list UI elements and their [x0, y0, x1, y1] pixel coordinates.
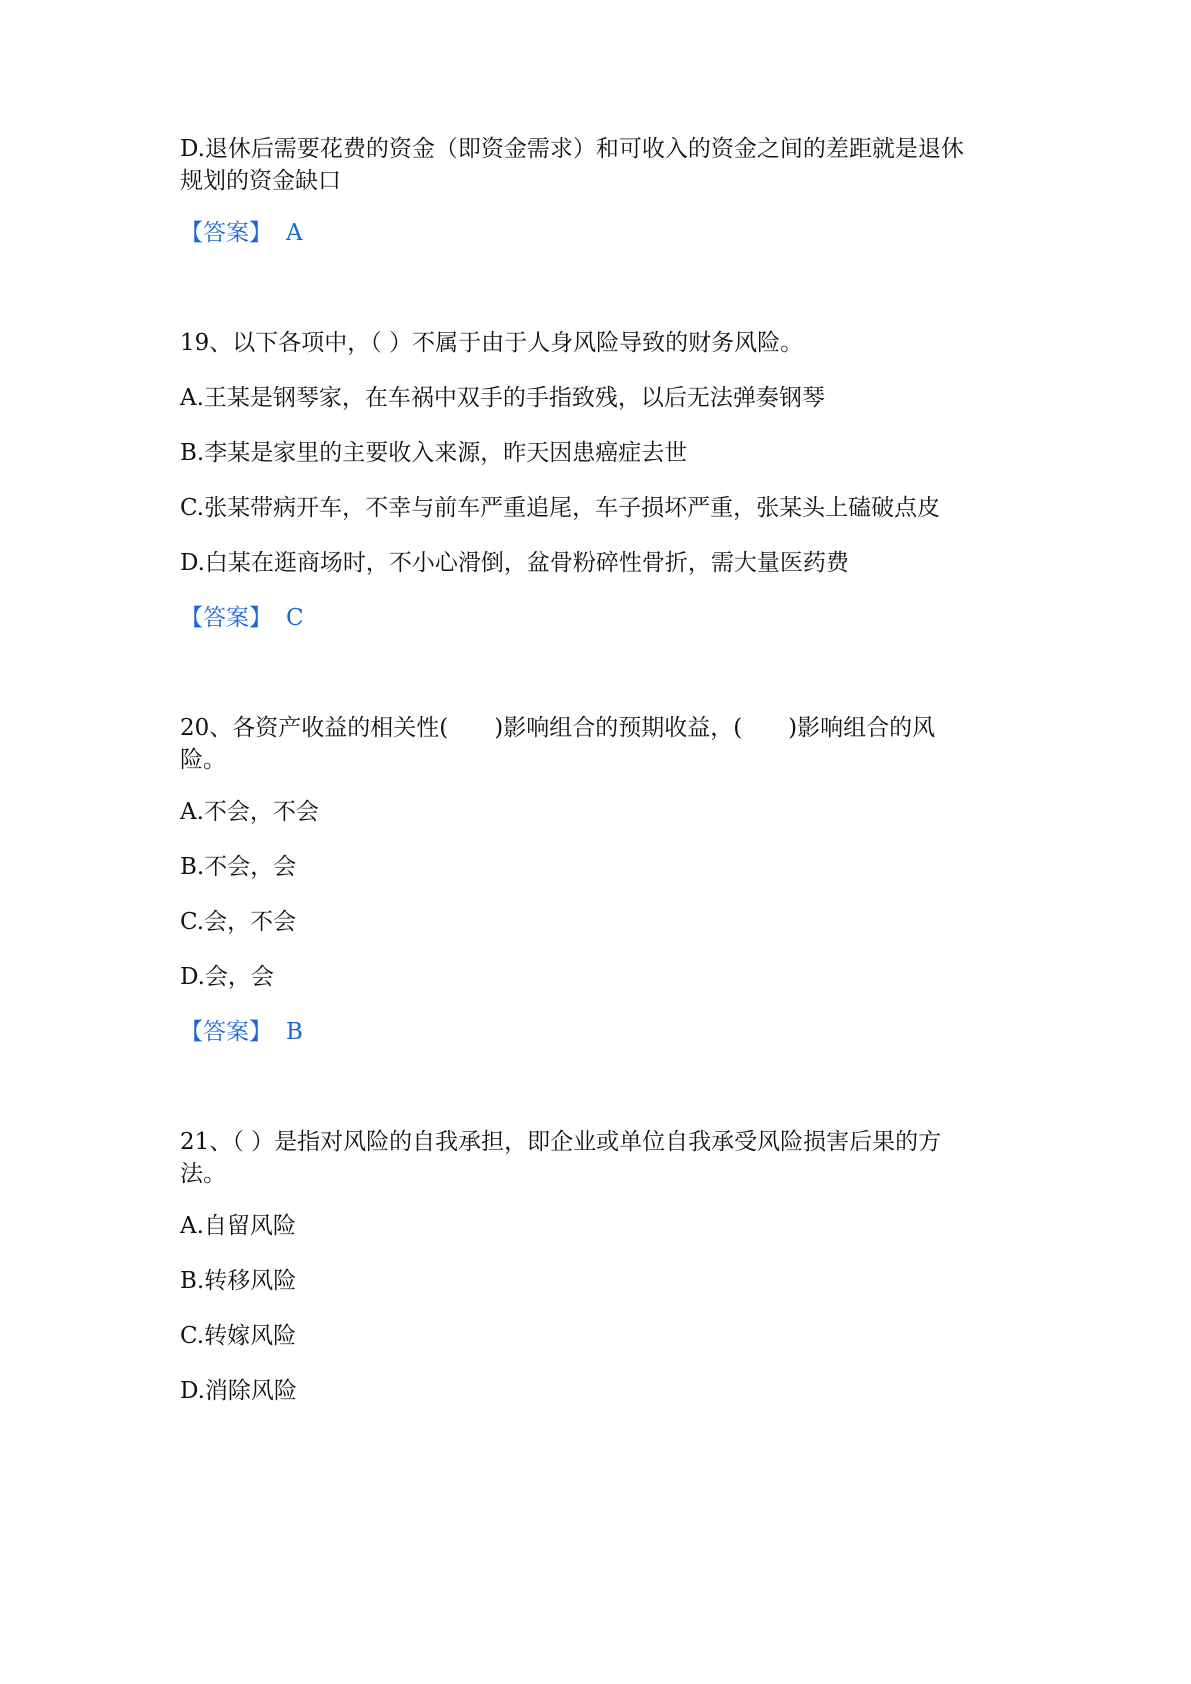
q21-option-c: C.转嫁风险: [180, 1323, 297, 1349]
q20-option-d: D.会，会: [180, 964, 274, 990]
q19-option-b: B.李某是家里的主要收入来源，昨天因患癌症去世: [180, 440, 688, 466]
q21-option-d: D.消除风险: [180, 1378, 297, 1404]
q18-option-d-line1: D.退休后需要花费的资金（即资金需求）和可收入的资金之间的差距就是退休: [180, 136, 964, 162]
q19-answer: [180, 601, 1010, 635]
q20-answer: [180, 1015, 1010, 1049]
q21-question-line1: 21、（ ）是指对风险的自我承担，即企业或单位自我承受风险损害后果的方: [180, 1129, 942, 1155]
q18-answer-label: 【答案】: [180, 220, 272, 246]
q19-option-a: A.王某是钢琴家，在车祸中双手的手指致残，以后无法弹奏钢琴: [180, 385, 825, 411]
q20-question-line2: 险。: [180, 747, 226, 773]
q20-question-line1: 20、各资产收益的相关性( )影响组合的预期收益，( )影响组合的风: [180, 715, 936, 741]
q20-answer-label: 【答案】: [180, 1019, 272, 1045]
q21-option-a: A.自留风险: [180, 1213, 296, 1239]
q20-option-b: B.不会，会: [180, 854, 297, 880]
q20-answer-value: B: [286, 1019, 303, 1045]
q21-option-b: B.转移风险: [180, 1268, 297, 1294]
q18-answer: [180, 216, 1010, 250]
q18-option-d-line2: 规划的资金缺口: [180, 168, 341, 194]
q18-answer-value: A: [286, 220, 303, 246]
q20-option-c: C.会，不会: [180, 909, 297, 935]
q19-answer-value: C: [286, 605, 304, 631]
q20-option-a: A.不会，不会: [180, 799, 319, 825]
q19-option-d: D.白某在逛商场时，不小心滑倒，盆骨粉碎性骨折，需大量医药费: [180, 550, 849, 576]
q19-question: 19、以下各项中，（ ）不属于由于人身风险导致的财务风险。: [180, 330, 804, 356]
q21-question-line2: 法。: [180, 1161, 226, 1187]
q19-option-c: C.张某带病开车，不幸与前车严重追尾，车子损坏严重，张某头上磕破点皮: [180, 495, 941, 521]
q19-answer-label: 【答案】: [180, 605, 272, 631]
